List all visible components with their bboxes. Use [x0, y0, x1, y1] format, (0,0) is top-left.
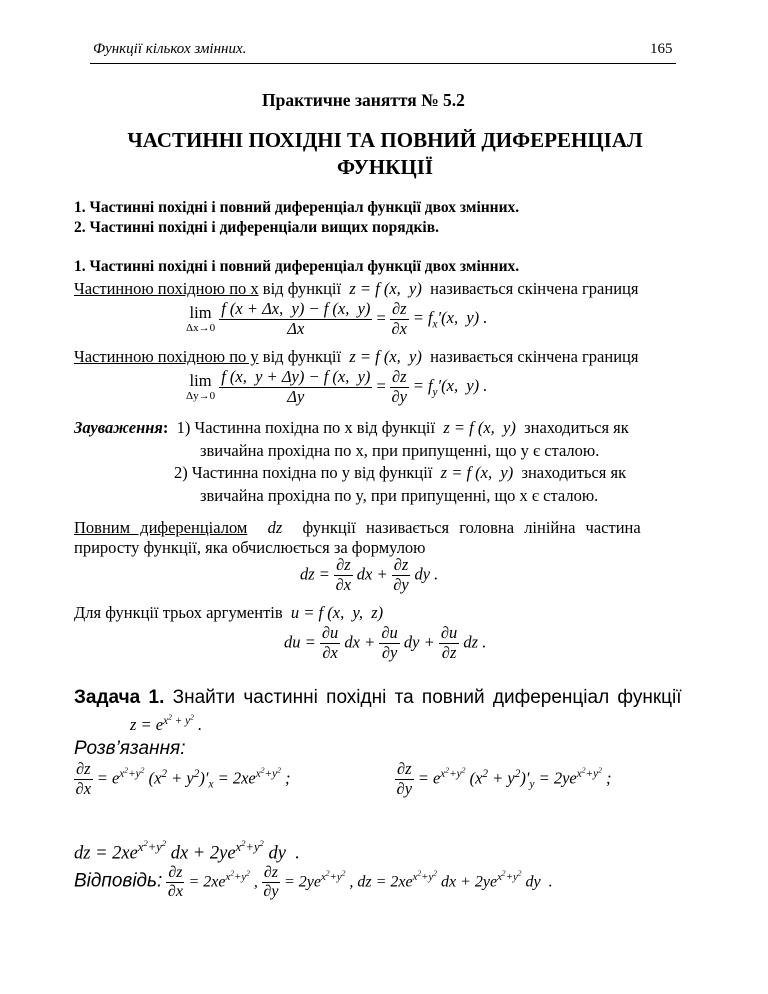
fraction-dz-dy-sol: $\frac{\partial z}{\partial y}$: [396, 759, 413, 798]
remark-item-2: 2) Частинна похідна по y від функції z = f (x, y) знаходиться як: [174, 463, 627, 482]
fraction-dz-dx-ans: $\frac{\partial z}{\partial x}$: [167, 864, 183, 901]
fraction-dz-dx: $\frac{\partial z}{\partial x}$: [391, 299, 408, 338]
formula-partial-x: lim Δx→0 $\frac{f (x + \Delta x, y) - f (x, y)}{\Delta x}$ = $\frac{\partial z}{\partial x}$ = $f_x'(x$, y) .: [186, 299, 488, 338]
def-partial-x-tail: називається скінчена границя: [430, 279, 639, 298]
limit-dy: lim Δy→0: [186, 371, 216, 403]
fraction-dz-dx-2: $\frac{\partial z}{\partial x}$: [335, 555, 352, 594]
limit-dx: lim Δx→0: [186, 303, 216, 335]
lesson-label: Практичне заняття № 5.2: [262, 90, 465, 110]
solution-dz-dy: $\frac{\partial z}{\partial y}$ = $e^{x^2+y^2}$ $(x^2 + y^2)'_y = 2ye^{x^2+y^2}$ ;: [396, 759, 612, 798]
def-partial-x-term: Частинною похідною по x: [74, 279, 259, 298]
remark-item2-a: 2) Частинна похідна по y від функції: [174, 463, 433, 482]
formula-du: du = $\frac{\partial u}{\partial x}$ dx + $\frac{\partial u}{\partial y}$ dy + $\frac{\partial u}{\partial z}$ dz .: [284, 623, 487, 662]
plan-item-1: 1. Частинні похідні і повний диференціал функції двох змінних.: [74, 199, 520, 216]
solution-label: Розв’язання:: [74, 738, 186, 759]
fraction-du-dx: $\frac{\partial u}{\partial x}$: [321, 623, 339, 662]
solution-dz: dz = $2xe^{x^2+y^2}$ dx + $2ye^{x^2+y^2}$ dy .: [74, 838, 300, 864]
task1-label: Задача 1.: [74, 687, 165, 708]
total-diff-def: Повним диференціалом dz функції називається головна лінійна частина: [74, 518, 641, 537]
total-diff-line2: приросту функції, яка обчислюється за формулою: [74, 538, 426, 557]
header-rule: [90, 63, 676, 64]
running-title: Функції кількох змінних.: [93, 41, 247, 57]
def-partial-y: Частинною похідною по y від функції z = f (x, y) називається скінчена границя: [74, 347, 639, 366]
fraction-diff-quotient-x: $\frac{f (x + \Delta x, y) - f (x, y)}{\Delta x}$: [221, 299, 371, 338]
task1-function: $z = e^{x^2 + y^2}$ .: [130, 712, 203, 735]
page-number: 165: [650, 41, 673, 57]
remark-item-1-cont: звичайна прохідна по x, при припущенні, що y є сталою.: [200, 441, 600, 460]
plan-item-2: 2. Частинні похідні і диференціали вищих порядків.: [74, 219, 439, 236]
def-partial-x: [74, 279, 638, 299]
fraction-dz-dy-2: $\frac{\partial z}{\partial y}$: [393, 555, 409, 594]
lesson-title-line2: ФУНКЦІЇ: [336, 155, 434, 179]
remark-item-1: Зауваження: 1) Частинна похідна по x від функції z = f (x, y) знаходиться як: [74, 418, 629, 437]
remark-item2-b: знаходиться як: [521, 463, 627, 482]
remark-item-2-cont: звичайна прохідна по y, при припущенні, що x є сталою.: [200, 486, 599, 505]
answer-line: Відповідь: $\frac{\partial z}{\partial x}$ = $2xe^{x^2+y^2}$ , $\frac{\partial z}{\partial y}$ = $2ye^{x^2+y^2}$ , dz = $2xe^{x^2+y^2}$ dx + $2ye^{x^2+y^2}$ dy .: [74, 864, 553, 901]
def-partial-y-text: від функції: [262, 347, 342, 366]
task1-text: Знайти частинні похідні та повний диференціал функції: [172, 687, 682, 708]
three-args-line: Для функції трьох аргументів u = f (x, y, z): [74, 603, 384, 622]
formula-dz: dz = $\frac{\partial z}{\partial x}$ dx + $\frac{\partial z}{\partial y}$ dy .: [300, 555, 439, 594]
fraction-diff-quotient-y: $\frac{f (x, y + \Delta y) - f (x, y)}{\Delta y}$: [221, 367, 371, 406]
fraction-du-dz: $\frac{\partial u}{\partial z}$: [440, 623, 458, 662]
total-diff-term: Повним диференціалом: [74, 518, 248, 537]
func-zxy: z = f (x, y): [345, 279, 426, 298]
fraction-dz-dy-ans: $\frac{\partial z}{\partial y}$: [263, 864, 279, 901]
fraction-du-dy: $\frac{\partial u}{\partial y}$: [381, 623, 398, 662]
fraction-dz-dy: $\frac{\partial z}{\partial y}$: [391, 367, 408, 406]
fraction-dz-dx-sol: $\frac{\partial z}{\partial x}$: [75, 759, 92, 798]
def-partial-y-tail: називається скінчена границя: [430, 347, 639, 366]
remark-item1-a: 1) Частинна похідна по x від функції: [176, 418, 436, 437]
section1-heading: 1. Частинні похідні і повний диференціал функції двох змінних.: [74, 258, 520, 275]
task1-statement: [74, 687, 682, 709]
def-partial-y-term: Частинною похідною по y: [74, 347, 259, 366]
formula-partial-y: lim Δy→0 $\frac{f (x, y + \Delta y) - f (x, y)}{\Delta y}$ = $\frac{\partial z}{\partial y}$ = $f_y'(x$, y) .: [186, 367, 488, 406]
def-partial-x-text: від функції: [262, 279, 342, 298]
remark-item1-b: знаходиться як: [524, 418, 629, 437]
lesson-title-line1: ЧАСТИННІ ПОХІДНІ ТА ПОВНИЙ ДИФЕРЕНЦІАЛ: [127, 128, 643, 152]
three-args-text: Для функції трьох аргументів: [74, 603, 283, 622]
answer-label: Відповідь:: [74, 870, 163, 892]
solution-dz-dx: $\frac{\partial z}{\partial x}$ = $e^{x^2+y^2}$ $(x^2 + y^2)'_x = 2xe^{x^2+y^2}$ ;: [75, 759, 291, 798]
total-diff-text: функції називається головна лінійна частина: [302, 518, 641, 537]
remark-label: Зауваження: [74, 418, 163, 437]
